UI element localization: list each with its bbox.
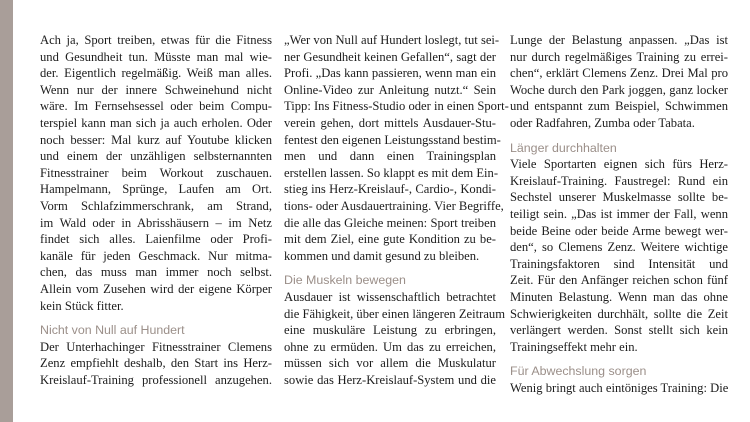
section-heading: Für Abwechslung sorgen [510, 364, 647, 379]
text-line: fentest den eigenen Leistungsstand bestim- [284, 132, 501, 147]
text-line: Ach ja, Sport treiben, etwas für die Fitness [40, 33, 272, 47]
text-line: Kreislauf-Training. Faustregel: Rund ein [510, 173, 728, 188]
text-line: chen“, erklärt Clemens Zenz. Drei Mal pro [510, 66, 728, 81]
text-line: ner Gesundheit keinen Gefallen“, sagt der [284, 49, 496, 64]
text-line: Wenig bringt auch eintöniges Training: Die [510, 380, 729, 395]
text-line: und einem der unzähligen selbsternannten [40, 149, 272, 164]
text-line: müssen sich vor allem die Muskulatur [284, 356, 496, 371]
text-line: Sechstel unserer Muskelmasse sollte be- [510, 190, 728, 205]
text-line: und Gesundheit tun. Müsste man mal wie- [40, 49, 272, 64]
text-line: chen, das muss man immer noch selbst. [40, 265, 272, 280]
text-line: Viele Sportarten eignen sich fürs Herz- [510, 157, 728, 172]
section-heading: Nicht von Null auf Hundert [40, 323, 185, 338]
text-line: verein gehen, dort mittels Ausdauer-Stu- [284, 115, 496, 130]
text-line: findet sich alles. Laienfilme oder Profi- [40, 232, 272, 247]
text-line: oder Radfahren, Zumba oder Tabata. [510, 115, 695, 130]
text-line: teiligt sein. „Das ist immer der Fall, wenn [510, 206, 728, 221]
text-line: terspiel kann man sich ja auch erholen. Oder [40, 115, 272, 130]
paragraph [40, 339, 272, 389]
paragraph [510, 32, 728, 132]
text-line: Online-Video zur Anleitung nutzt.“ Sein [284, 82, 496, 97]
text-line: Vorm Schlafzimmerschrank, am Strand, [40, 198, 272, 213]
text-line: sowie das Herz-Kreislauf-System und die [284, 372, 496, 387]
paragraph [510, 380, 728, 397]
text-line: Lunge der Belastung anpassen. „Das ist [510, 33, 728, 47]
text-line: Ausdauer ist wissenschaftlich betrachtet [284, 289, 496, 304]
text-line: Fitnesstrainer beim Workout zuschauen. [40, 165, 272, 180]
text-line: Hampelmann, Sprünge, Laufen am Ort. [40, 182, 272, 197]
text-line: erstellen lassen. So klappt es mit dem Ein- [284, 165, 499, 180]
article-column-2 [284, 32, 509, 388]
text-line: Kreislauf-Training professionell anzugehen. [40, 372, 272, 387]
paragraph [284, 289, 506, 389]
text-line: Woche durch den Park joggen, ganz locker [510, 82, 728, 97]
text-line: Tipp: Ins Fitness-Studio oder in einen Sport- [284, 99, 509, 114]
article-column-1 [40, 32, 272, 388]
text-line: verlängert werden. Sonst stellt sich kein [510, 323, 728, 338]
text-line: „Wer von Null auf Hundert loslegt, tut sei- [284, 33, 500, 47]
paragraph [40, 32, 272, 314]
text-line: kanäle für jeden Geschmack. Nur mitma- [40, 248, 272, 263]
text-line: tions- oder Ausdauertraining. Vier Begriffe, [284, 198, 504, 213]
text-line: nur durch regelmäßiges Training zu errei- [510, 49, 728, 64]
text-line: Trainingseffekt mehr ein. [510, 339, 638, 354]
text-line: Profi. „Das kann passieren, wenn man ein [284, 66, 496, 81]
text-line: kein Stück fitter. [40, 298, 124, 313]
text-line: im Wald oder in Abrisshäusern – im Netz [40, 215, 272, 230]
text-line: Zeit. Für den Anfänger reichen schon fünf [510, 273, 728, 288]
text-line: Trainingsfaktoren sind Intensität und [510, 256, 728, 271]
paragraph [284, 32, 509, 264]
text-line: Minuten Belastung. Wenn man das ohne [510, 289, 728, 304]
text-line: men und dann einen Trainingsplan [284, 149, 496, 164]
article-column-3 [510, 32, 728, 396]
section-heading: Länger durchhalten [510, 140, 617, 155]
text-line: die alle das Gleiche meinen: Sport treiben [284, 215, 496, 230]
text-line: stieg ins Herz-Kreislauf-, Cardio-, Kondi- [284, 182, 496, 197]
text-line: beide Beine oder beide Arme bewegt wer- [510, 223, 728, 238]
text-line: mit dem Ziel, eine gute Kondition zu be- [284, 232, 496, 247]
text-line: Schwierigkeiten durchhält, sollte die Zeit [510, 306, 728, 321]
text-line: eine muskuläre Leistung zu erbringen, [284, 323, 496, 338]
text-line: und entspannt zum Beispiel, Schwimmen [510, 99, 728, 114]
section-heading: Die Muskeln bewegen [284, 273, 406, 288]
text-line: Wenn nur der innere Schweinehund nicht [40, 82, 272, 97]
text-line: noch besser: Mal kurz auf Youtube klicken [40, 132, 272, 147]
text-line: die Fähigkeit, über einen längeren Zeitraum [284, 306, 506, 321]
text-line: ohne zu ermüden. Um das zu erreichen, [284, 339, 496, 354]
text-line: den“, so Clemens Zenz. Weitere wichtige [510, 240, 728, 255]
text-line: Zenz empfiehlt deshalb, den Start ins Herz- [40, 356, 272, 371]
text-line: Der Unterhachinger Fitnesstrainer Clemens [40, 339, 272, 354]
text-line: Allein vom Zusehen wird der eigene Körper [40, 281, 272, 296]
text-line: wäre. Im Fernsehsessel oder beim Compu- [40, 99, 272, 114]
paragraph [510, 156, 728, 355]
page-edge-bar [0, 0, 13, 422]
text-line: kommen und damit gesund zu bleiben. [284, 248, 480, 263]
text-line: der. Eigentlich regelmäßig. Weiß man alles. [40, 66, 272, 81]
